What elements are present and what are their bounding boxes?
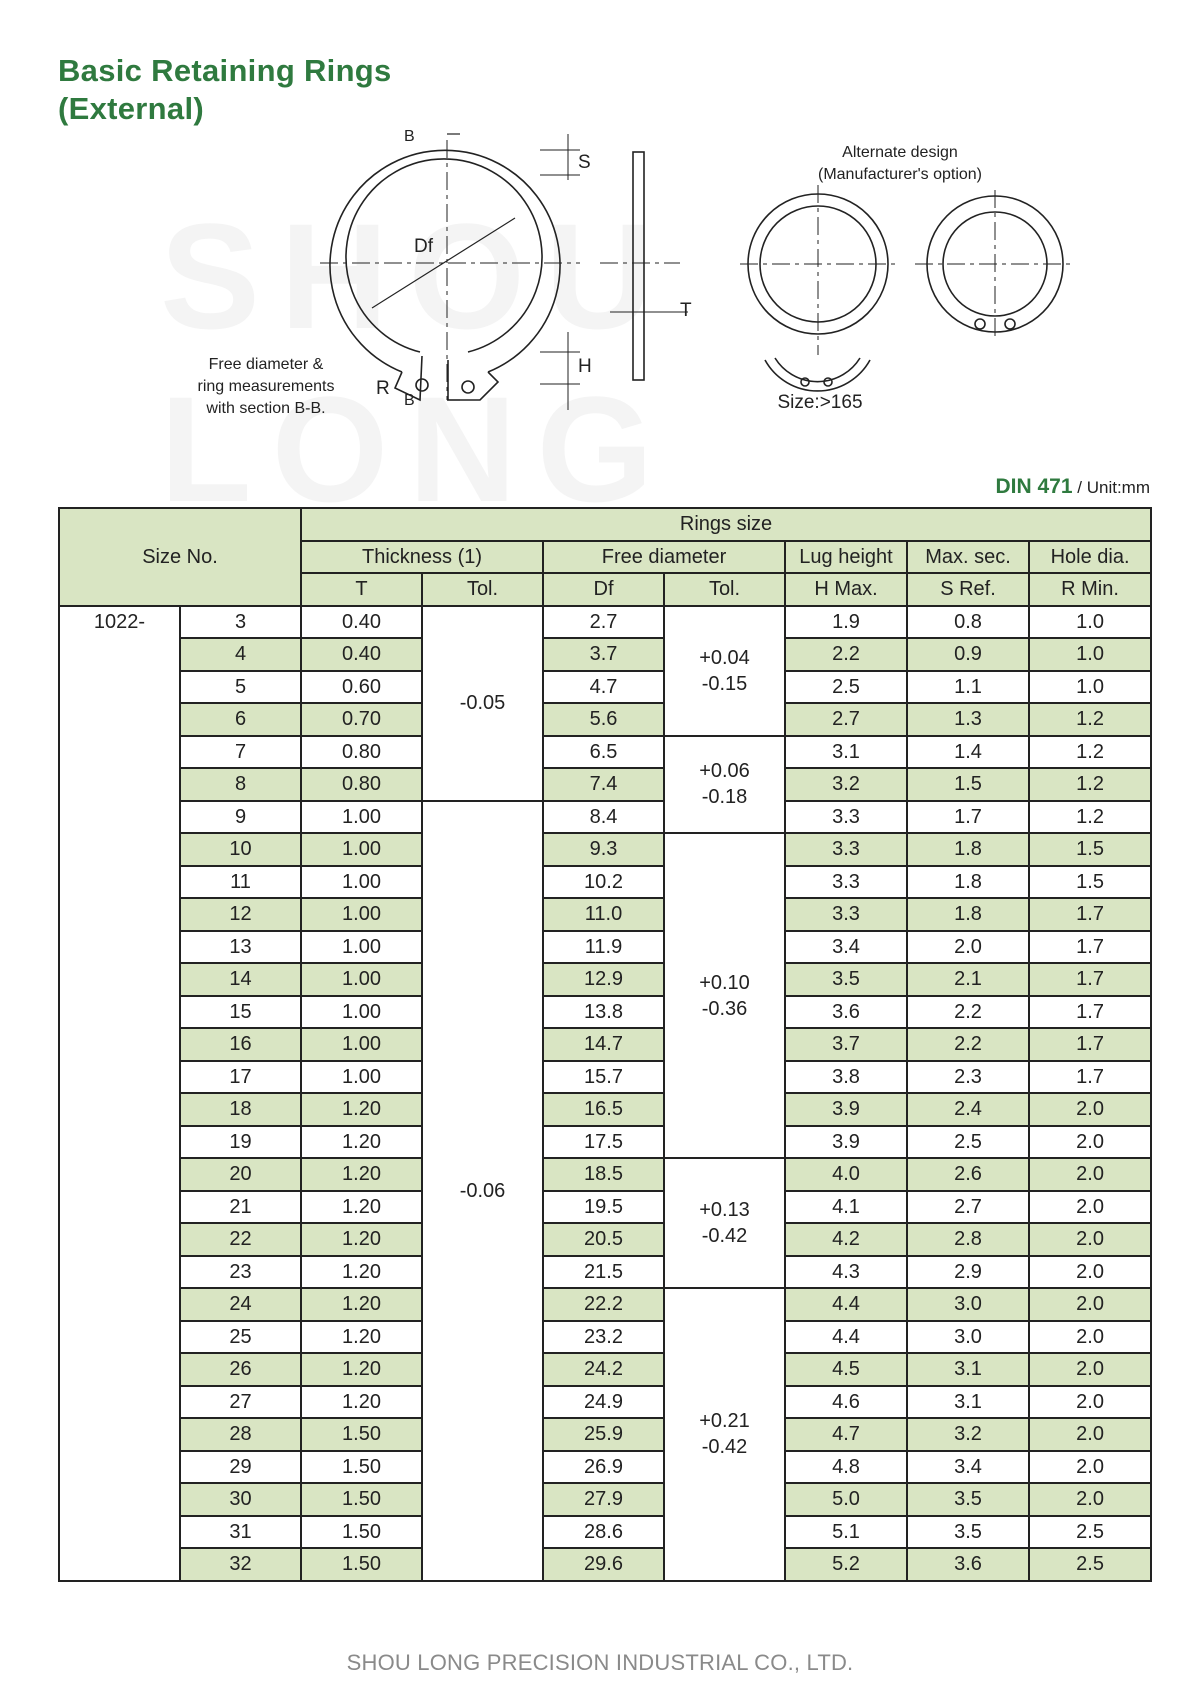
- label-s: S: [578, 152, 591, 173]
- cell-size: 5: [180, 671, 301, 704]
- cell-thickness: 0.70: [301, 703, 422, 736]
- cell-hole-dia: 2.5: [1029, 1516, 1151, 1549]
- cell-max-sec: 2.9: [907, 1256, 1029, 1289]
- cell-hole-dia: 2.0: [1029, 1321, 1151, 1354]
- cell-lug-height: 4.1: [785, 1191, 907, 1224]
- cell-hole-dia: 1.7: [1029, 996, 1151, 1029]
- header-col-t: T: [301, 573, 422, 606]
- cell-lug-height: 3.4: [785, 931, 907, 964]
- cell-hole-dia: 1.7: [1029, 963, 1151, 996]
- cell-free-diameter: 12.9: [543, 963, 664, 996]
- table-row: [59, 996, 1151, 1029]
- cell-free-diameter-tol: +0.13 -0.42: [664, 1158, 785, 1288]
- cell-max-sec: 2.2: [907, 996, 1029, 1029]
- cell-free-diameter-tol: +0.04 -0.15: [664, 606, 785, 736]
- cell-size: 13: [180, 931, 301, 964]
- label-h: H: [578, 356, 592, 377]
- cell-thickness: 1.50: [301, 1548, 422, 1581]
- cell-hole-dia: 2.0: [1029, 1483, 1151, 1516]
- cell-hole-dia: 1.7: [1029, 1028, 1151, 1061]
- cell-thickness: 1.20: [301, 1158, 422, 1191]
- table-row: [59, 1451, 1151, 1484]
- cell-lug-height: 4.5: [785, 1353, 907, 1386]
- header-col-s: S Ref.: [907, 573, 1029, 606]
- cell-size: 26: [180, 1353, 301, 1386]
- cell-thickness: 1.20: [301, 1288, 422, 1321]
- main-ring-outer: [330, 150, 560, 372]
- cell-max-sec: 1.5: [907, 768, 1029, 801]
- cell-free-diameter: 28.6: [543, 1516, 664, 1549]
- table-row: [59, 671, 1151, 704]
- cell-free-diameter: 23.2: [543, 1321, 664, 1354]
- cell-thickness: 1.20: [301, 1126, 422, 1159]
- cell-free-diameter: 5.6: [543, 703, 664, 736]
- cell-size: 29: [180, 1451, 301, 1484]
- cell-thickness: 0.80: [301, 768, 422, 801]
- cell-thickness: 0.40: [301, 638, 422, 671]
- cell-hole-dia: 2.0: [1029, 1158, 1151, 1191]
- standard-label: [995, 475, 1150, 499]
- cell-free-diameter: 29.6: [543, 1548, 664, 1581]
- cell-hole-dia: 2.0: [1029, 1418, 1151, 1451]
- cell-hole-dia: 1.2: [1029, 703, 1151, 736]
- header-col-df-tol: Tol.: [664, 573, 785, 606]
- cell-lug-height: 3.3: [785, 833, 907, 866]
- cell-lug-height: 4.7: [785, 1418, 907, 1451]
- cell-thickness: 1.20: [301, 1386, 422, 1419]
- cell-max-sec: 3.2: [907, 1418, 1029, 1451]
- cell-lug-height: 4.8: [785, 1451, 907, 1484]
- cell-thickness: 1.50: [301, 1483, 422, 1516]
- cell-max-sec: 2.0: [907, 931, 1029, 964]
- cell-max-sec: 0.8: [907, 606, 1029, 639]
- table-row: [59, 1353, 1151, 1386]
- table-row: [59, 1321, 1151, 1354]
- cell-max-sec: 3.1: [907, 1386, 1029, 1419]
- cell-thickness: 1.00: [301, 1061, 422, 1094]
- cell-hole-dia: 2.0: [1029, 1288, 1151, 1321]
- cell-max-sec: 3.5: [907, 1516, 1029, 1549]
- cell-max-sec: 1.8: [907, 866, 1029, 899]
- cell-lug-height: 4.6: [785, 1386, 907, 1419]
- cell-max-sec: 2.1: [907, 963, 1029, 996]
- cell-size: 32: [180, 1548, 301, 1581]
- cell-hole-dia: 2.0: [1029, 1126, 1151, 1159]
- table-row: [59, 736, 1151, 769]
- size-note: Size:>165: [777, 392, 863, 413]
- cell-thickness: 0.60: [301, 671, 422, 704]
- cell-thickness: 1.20: [301, 1191, 422, 1224]
- cell-free-diameter: 2.7: [543, 606, 664, 639]
- cell-size: 25: [180, 1321, 301, 1354]
- cell-max-sec: 1.1: [907, 671, 1029, 704]
- cell-lug-height: 1.9: [785, 606, 907, 639]
- cell-size: 11: [180, 866, 301, 899]
- hole-left: [416, 379, 428, 391]
- cell-size: 16: [180, 1028, 301, 1061]
- free-diameter-note: Free diameter & ring measurements with section B-B.: [197, 356, 335, 417]
- cell-max-sec: 1.3: [907, 703, 1029, 736]
- cell-free-diameter: 9.3: [543, 833, 664, 866]
- cell-free-diameter: 25.9: [543, 1418, 664, 1451]
- table-row: [59, 931, 1151, 964]
- spec-table: [58, 507, 1152, 1582]
- cell-free-diameter: 11.0: [543, 898, 664, 931]
- cell-free-diameter: 17.5: [543, 1126, 664, 1159]
- cell-free-diameter: 22.2: [543, 1288, 664, 1321]
- cell-hole-dia: 2.5: [1029, 1548, 1151, 1581]
- cell-size: 4: [180, 638, 301, 671]
- cell-free-diameter: 4.7: [543, 671, 664, 704]
- label-b-bottom: B: [404, 392, 415, 409]
- table-row: [59, 1386, 1151, 1419]
- cell-size: 12: [180, 898, 301, 931]
- cell-lug-height: 4.4: [785, 1288, 907, 1321]
- label-b-top: B: [404, 128, 415, 145]
- cell-thickness: 1.20: [301, 1353, 422, 1386]
- cell-lug-height: 3.5: [785, 963, 907, 996]
- cell-free-diameter: 26.9: [543, 1451, 664, 1484]
- cell-lug-height: 2.5: [785, 671, 907, 704]
- cell-hole-dia: 1.5: [1029, 866, 1151, 899]
- table-row: [59, 1256, 1151, 1289]
- spec-table-body: [59, 606, 1151, 1581]
- cell-max-sec: 2.3: [907, 1061, 1029, 1094]
- table-row: [59, 1418, 1151, 1451]
- cell-hole-dia: 2.0: [1029, 1256, 1151, 1289]
- cell-hole-dia: 2.0: [1029, 1386, 1151, 1419]
- cell-size: 28: [180, 1418, 301, 1451]
- cell-free-diameter: 21.5: [543, 1256, 664, 1289]
- cell-free-diameter: 8.4: [543, 801, 664, 834]
- header-lug-height: Lug height: [785, 541, 907, 574]
- cell-free-diameter: 18.5: [543, 1158, 664, 1191]
- cell-thickness: 0.80: [301, 736, 422, 769]
- table-row: [59, 833, 1151, 866]
- cell-lug-height: 5.0: [785, 1483, 907, 1516]
- cell-thickness-tol: -0.06: [422, 801, 543, 1581]
- cell-lug-height: 4.4: [785, 1321, 907, 1354]
- cell-thickness: 1.00: [301, 963, 422, 996]
- table-row: [59, 1061, 1151, 1094]
- cell-size: 6: [180, 703, 301, 736]
- cell-hole-dia: 1.2: [1029, 736, 1151, 769]
- table-row: [59, 866, 1151, 899]
- cell-max-sec: 2.5: [907, 1126, 1029, 1159]
- cell-size: 23: [180, 1256, 301, 1289]
- cell-hole-dia: 2.0: [1029, 1191, 1151, 1224]
- header-col-t-tol: Tol.: [422, 573, 543, 606]
- cell-size: 17: [180, 1061, 301, 1094]
- header-col-df: Df: [543, 573, 664, 606]
- title-line-1: Basic Retaining Rings: [58, 53, 392, 88]
- cell-hole-dia: 2.0: [1029, 1353, 1151, 1386]
- label-r: R: [376, 378, 390, 399]
- cell-thickness: 1.00: [301, 898, 422, 931]
- cell-lug-height: 3.6: [785, 996, 907, 1029]
- cell-lug-height: 3.3: [785, 801, 907, 834]
- table-row: [59, 768, 1151, 801]
- cell-thickness: 1.00: [301, 866, 422, 899]
- cell-free-diameter: 24.2: [543, 1353, 664, 1386]
- page-title: [58, 52, 392, 128]
- cell-size: 30: [180, 1483, 301, 1516]
- cell-size: 21: [180, 1191, 301, 1224]
- cell-free-diameter: 3.7: [543, 638, 664, 671]
- cell-free-diameter-tol: +0.21 -0.42: [664, 1288, 785, 1581]
- cell-lug-height: 3.3: [785, 866, 907, 899]
- cell-thickness: 1.00: [301, 801, 422, 834]
- header-col-r: R Min.: [1029, 573, 1151, 606]
- alternate-design-note: Alternate design (Manufacturer's option): [817, 144, 982, 183]
- cell-lug-height: 3.7: [785, 1028, 907, 1061]
- cell-lug-height: 5.1: [785, 1516, 907, 1549]
- cell-hole-dia: 1.0: [1029, 671, 1151, 704]
- header-max-sec: Max. sec.: [907, 541, 1029, 574]
- header-size-no: Size No.: [59, 508, 301, 606]
- cell-size: 14: [180, 963, 301, 996]
- cell-lug-height: 3.9: [785, 1126, 907, 1159]
- cell-lug-height: 4.2: [785, 1223, 907, 1256]
- cell-size: 15: [180, 996, 301, 1029]
- cell-max-sec: 3.4: [907, 1451, 1029, 1484]
- cell-lug-height: 4.0: [785, 1158, 907, 1191]
- cell-max-sec: 2.2: [907, 1028, 1029, 1061]
- table-row: [59, 1028, 1151, 1061]
- lug-right: [448, 360, 498, 400]
- header-rings-size: Rings size: [301, 508, 1151, 541]
- cell-size: 8: [180, 768, 301, 801]
- header-free-diameter: Free diameter: [543, 541, 785, 574]
- ring-drawing-svg: [0, 120, 1200, 480]
- table-row: [59, 1126, 1151, 1159]
- cell-hole-dia: 1.0: [1029, 606, 1151, 639]
- cell-thickness: 1.00: [301, 996, 422, 1029]
- cell-max-sec: 2.4: [907, 1093, 1029, 1126]
- cell-max-sec: 2.8: [907, 1223, 1029, 1256]
- cell-thickness: 1.20: [301, 1321, 422, 1354]
- label-df: Df: [414, 236, 433, 257]
- cell-max-sec: 3.6: [907, 1548, 1029, 1581]
- table-row: [59, 606, 1151, 639]
- cell-max-sec: 3.1: [907, 1353, 1029, 1386]
- cell-free-diameter: 19.5: [543, 1191, 664, 1224]
- cell-thickness: 1.00: [301, 931, 422, 964]
- table-row: [59, 1158, 1151, 1191]
- cell-max-sec: 3.5: [907, 1483, 1029, 1516]
- header-thickness: Thickness (1): [301, 541, 543, 574]
- cell-max-sec: 1.8: [907, 898, 1029, 931]
- cell-lug-height: 3.2: [785, 768, 907, 801]
- cell-hole-dia: 1.5: [1029, 833, 1151, 866]
- ring-section: [633, 152, 644, 380]
- cell-thickness: 0.40: [301, 606, 422, 639]
- cell-size: 24: [180, 1288, 301, 1321]
- cell-thickness: 1.20: [301, 1256, 422, 1289]
- cell-lug-height: 3.9: [785, 1093, 907, 1126]
- table-row: [59, 1483, 1151, 1516]
- cell-max-sec: 1.7: [907, 801, 1029, 834]
- cell-hole-dia: 2.0: [1029, 1093, 1151, 1126]
- cell-lug-height: 2.2: [785, 638, 907, 671]
- cell-free-diameter: 7.4: [543, 768, 664, 801]
- cell-thickness: 1.50: [301, 1451, 422, 1484]
- cell-size: 3: [180, 606, 301, 639]
- cell-size: 31: [180, 1516, 301, 1549]
- cell-free-diameter: 15.7: [543, 1061, 664, 1094]
- label-t: T: [680, 300, 692, 321]
- hole-right: [462, 381, 474, 393]
- cell-max-sec: 1.8: [907, 833, 1029, 866]
- table-row: [59, 1093, 1151, 1126]
- cell-free-diameter-tol: +0.10 -0.36: [664, 833, 785, 1158]
- cell-free-diameter: 6.5: [543, 736, 664, 769]
- cell-lug-height: 5.2: [785, 1548, 907, 1581]
- cell-size: 9: [180, 801, 301, 834]
- cell-thickness: 1.20: [301, 1223, 422, 1256]
- cell-lug-height: 3.3: [785, 898, 907, 931]
- cell-hole-dia: 1.0: [1029, 638, 1151, 671]
- cell-max-sec: 0.9: [907, 638, 1029, 671]
- cell-max-sec: 3.0: [907, 1321, 1029, 1354]
- size-prefix: 1022-: [59, 606, 180, 1581]
- table-row: [59, 801, 1151, 834]
- cell-hole-dia: 1.7: [1029, 1061, 1151, 1094]
- cell-free-diameter: 24.9: [543, 1386, 664, 1419]
- cell-hole-dia: 1.7: [1029, 931, 1151, 964]
- cell-free-diameter: 27.9: [543, 1483, 664, 1516]
- cell-lug-height: 3.1: [785, 736, 907, 769]
- cell-max-sec: 1.4: [907, 736, 1029, 769]
- main-ring-inner: [346, 159, 542, 352]
- cell-max-sec: 3.0: [907, 1288, 1029, 1321]
- table-row: [59, 1191, 1151, 1224]
- cell-hole-dia: 2.0: [1029, 1451, 1151, 1484]
- cell-size: 20: [180, 1158, 301, 1191]
- standard-name: DIN 471: [995, 475, 1073, 498]
- cell-thickness: 1.00: [301, 1028, 422, 1061]
- cell-hole-dia: 1.2: [1029, 768, 1151, 801]
- cell-max-sec: 2.7: [907, 1191, 1029, 1224]
- cell-size: 10: [180, 833, 301, 866]
- cell-thickness: 1.50: [301, 1418, 422, 1451]
- company-footer: SHOU LONG PRECISION INDUSTRIAL CO., LTD.: [346, 1650, 854, 1675]
- header-col-h: H Max.: [785, 573, 907, 606]
- table-row: [59, 1288, 1151, 1321]
- cell-free-diameter: 10.2: [543, 866, 664, 899]
- table-row: [59, 963, 1151, 996]
- cell-thickness: 1.50: [301, 1516, 422, 1549]
- cell-size: 22: [180, 1223, 301, 1256]
- title-line-2: (External): [58, 91, 204, 126]
- cell-lug-height: 4.3: [785, 1256, 907, 1289]
- cell-size: 18: [180, 1093, 301, 1126]
- cell-thickness: 1.00: [301, 833, 422, 866]
- cell-size: 27: [180, 1386, 301, 1419]
- cell-free-diameter: 11.9: [543, 931, 664, 964]
- cell-hole-dia: 1.7: [1029, 898, 1151, 931]
- cell-lug-height: 2.7: [785, 703, 907, 736]
- table-row: [59, 1223, 1151, 1256]
- table-row: [59, 898, 1151, 931]
- table-row: [59, 638, 1151, 671]
- cell-free-diameter: 16.5: [543, 1093, 664, 1126]
- header-hole-dia: Hole dia.: [1029, 541, 1151, 574]
- cell-free-diameter: 20.5: [543, 1223, 664, 1256]
- cell-lug-height: 3.8: [785, 1061, 907, 1094]
- cell-size: 19: [180, 1126, 301, 1159]
- cell-thickness-tol: -0.05: [422, 606, 543, 801]
- cell-free-diameter-tol: +0.06 -0.18: [664, 736, 785, 834]
- unit-label: / Unit:mm: [1077, 478, 1150, 497]
- cell-max-sec: 2.6: [907, 1158, 1029, 1191]
- table-row: [59, 703, 1151, 736]
- cell-free-diameter: 13.8: [543, 996, 664, 1029]
- ring-drawing: [0, 120, 1200, 480]
- cell-thickness: 1.20: [301, 1093, 422, 1126]
- table-row: [59, 1516, 1151, 1549]
- table-row: [59, 1548, 1151, 1581]
- cell-size: 7: [180, 736, 301, 769]
- cell-hole-dia: 2.0: [1029, 1223, 1151, 1256]
- cell-free-diameter: 14.7: [543, 1028, 664, 1061]
- cell-hole-dia: 1.2: [1029, 801, 1151, 834]
